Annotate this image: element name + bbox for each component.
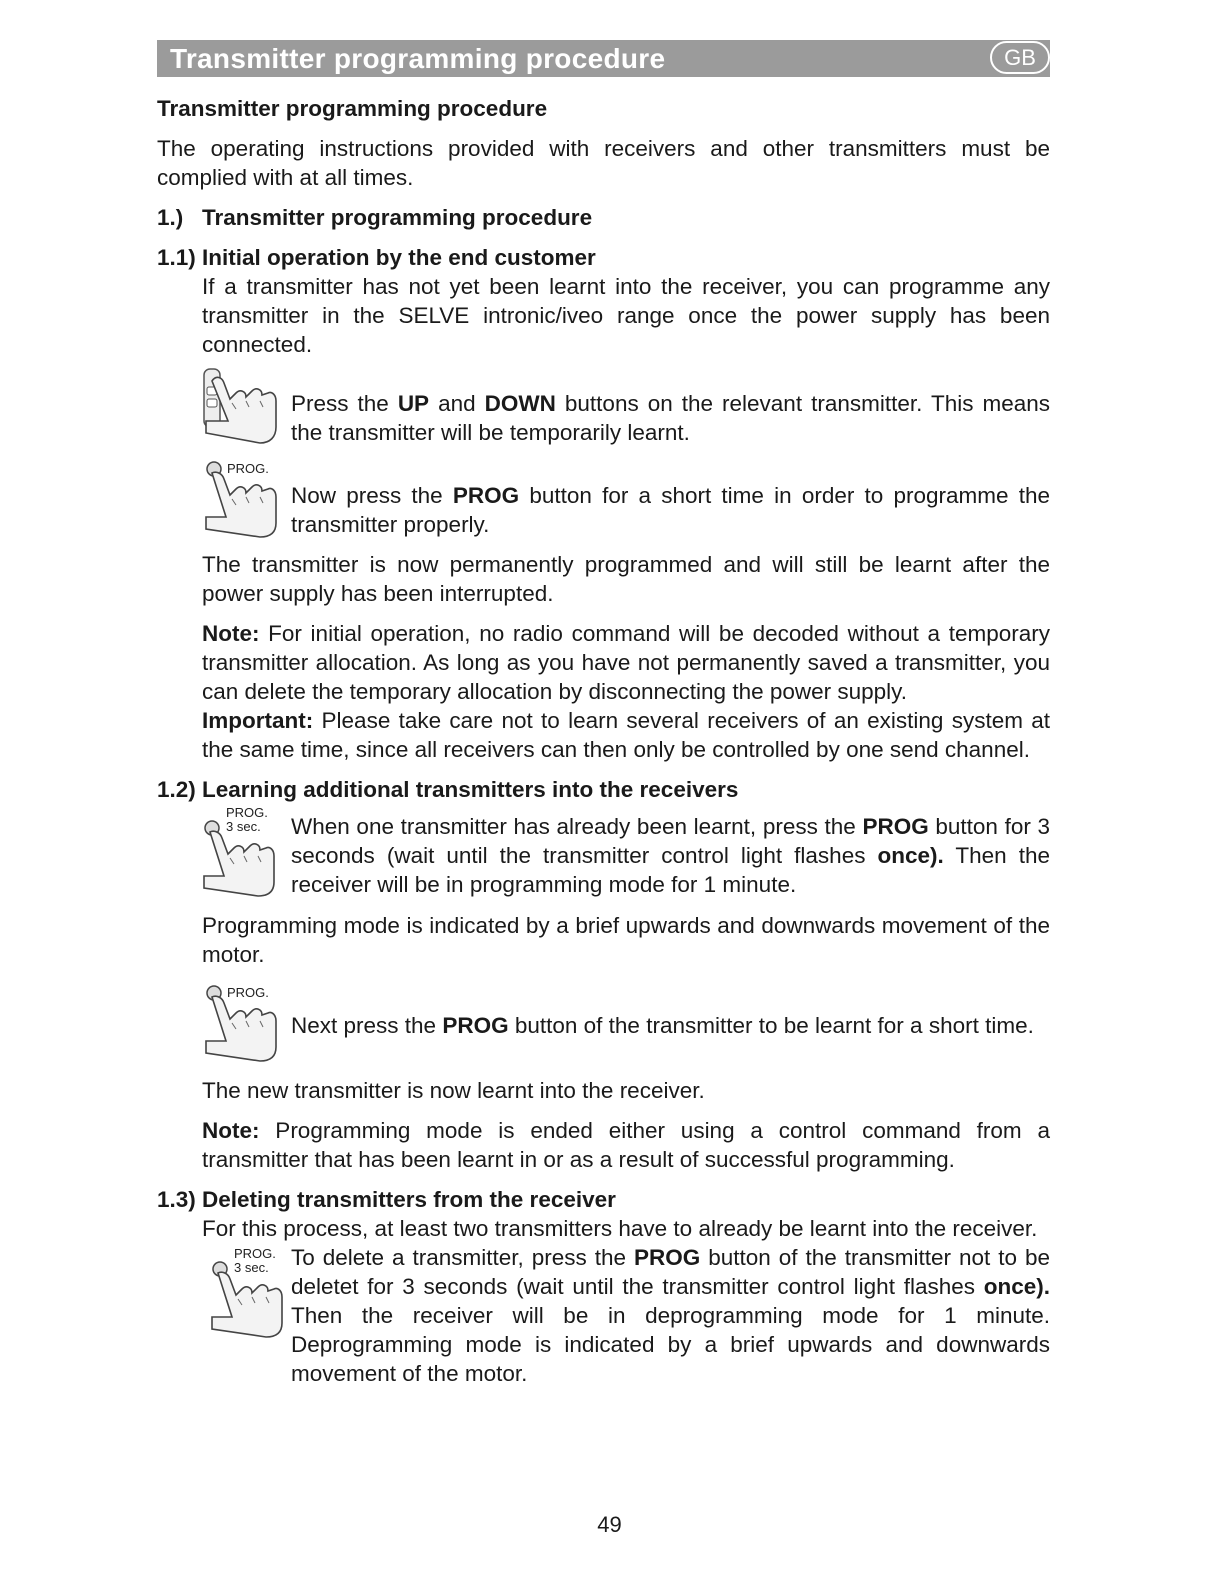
once-keyword: once). (877, 843, 944, 868)
section-number: 1.3) (157, 1187, 196, 1212)
page-number: 49 (597, 1512, 622, 1537)
banner-title: Transmitter programming procedure (170, 42, 666, 74)
prog-label: PROG. (227, 985, 269, 1000)
prog-label: PROG. (226, 805, 268, 820)
s12-mode: Programming mode is indicated by a brief upwards and downwards movement of the motor. (202, 913, 1050, 967)
section-title: Learning additional transmitters into the receivers (202, 777, 739, 802)
step-text: Now press the PROG button for a short time in order to programme the transmitter properly. (291, 483, 1050, 537)
prog-label: PROG. (234, 1246, 276, 1261)
s11-body: If a transmitter has not yet been learnt into the receiver, you can programme any transmitter in the SELVE intronic/iveo range once the power supply has been connected. (202, 274, 1050, 357)
section-number: 1.) (157, 205, 184, 230)
step-press-prog-new (202, 983, 1050, 1065)
duration-label: 3 sec. (226, 819, 261, 834)
step-press-up-down (202, 367, 1050, 447)
up-keyword: UP (397, 391, 430, 416)
s11-note: Note: For initial operation, no radio command will be decoded without a temporary transmitter allocation. As long as you have not permanently saved a transmitter, you can delete the temporary allocation by disconnecting the power supply. (202, 621, 1050, 704)
s12-learnt: The new transmitter is now learnt into the receiver. (202, 1078, 705, 1103)
page-title: Transmitter programming procedure (157, 96, 548, 121)
s11-after: The transmitter is now permanently programmed and will still be learnt after the power supply has been interrupted. (202, 552, 1050, 606)
down-keyword: DOWN (484, 391, 556, 416)
step-press-prog-short (202, 459, 1050, 539)
section-banner (157, 40, 1050, 77)
hand-prog-3sec-icon (202, 804, 291, 900)
section-number: 1.1) (157, 245, 196, 270)
duration-label: 3 sec. (234, 1260, 269, 1275)
hand-prog-3sec-icon (202, 1243, 291, 1343)
note-label: Note: (202, 1118, 260, 1143)
step-text: To delete a transmitter, press the PROG button of the transmitter not to be deletet for 3 seconds (wait until the transmitter control light flashes once). Then the receiver will be in deprogramming mode for 1 minute. Deprogramming mode is indicated by a brief upwards and downwards movement of the motor. (291, 1245, 1051, 1386)
section-1-heading (157, 203, 1050, 232)
manual-page (157, 40, 1050, 1388)
language-badge: GB (990, 41, 1050, 74)
section-title: Initial operation by the end customer (202, 245, 596, 270)
hand-remote-icon (202, 367, 291, 445)
note-label: Note: (202, 621, 260, 646)
step-text: When one transmitter has already been learnt, press the PROG button for 3 seconds (wait until the transmitter control light flashes once). Then the receiver will be in programming mode for 1 minute. (291, 814, 1050, 897)
step-press-prog-3sec (202, 804, 1050, 900)
step-text: Next press the PROG button of the transmitter to be learnt for a short time. (291, 1013, 1034, 1038)
section-number: 1.2) (157, 777, 196, 802)
hand-prog-icon (202, 459, 291, 539)
hand-prog-icon (202, 983, 291, 1065)
prog-keyword: PROG (634, 1245, 701, 1270)
section-1-2-heading (157, 775, 1050, 804)
section-1-1-heading (157, 243, 1050, 272)
section-1-3-heading (157, 1185, 1050, 1214)
important-label: Important: (202, 708, 314, 733)
prog-label: PROG. (227, 461, 269, 476)
s13-body: For this process, at least two transmitters have to already be learnt into the receiver. (202, 1216, 1038, 1241)
prog-keyword: PROG (442, 1013, 509, 1038)
prog-keyword: PROG (862, 814, 929, 839)
section-title: Transmitter programming procedure (202, 205, 593, 230)
once-keyword: once). (983, 1274, 1050, 1299)
section-title: Deleting transmitters from the receiver (202, 1187, 616, 1212)
s12-note: Note: Programming mode is ended either using a control command from a transmitter that has been learnt in or as a result of successful programming. (202, 1118, 1050, 1172)
step-text: Press the UP and DOWN buttons on the relevant transmitter. This means the transmitter will be temporarily learnt. (291, 391, 1050, 445)
step-delete-transmitter (202, 1243, 1050, 1388)
prog-keyword: PROG (452, 483, 520, 508)
intro-paragraph: The operating instructions provided with receivers and other transmitters must be complied with at all times. (157, 136, 1050, 190)
s11-important: Important: Please take care not to learn several receivers of an existing system at the same time, since all receivers can then only be controlled by one send channel. (202, 708, 1050, 762)
